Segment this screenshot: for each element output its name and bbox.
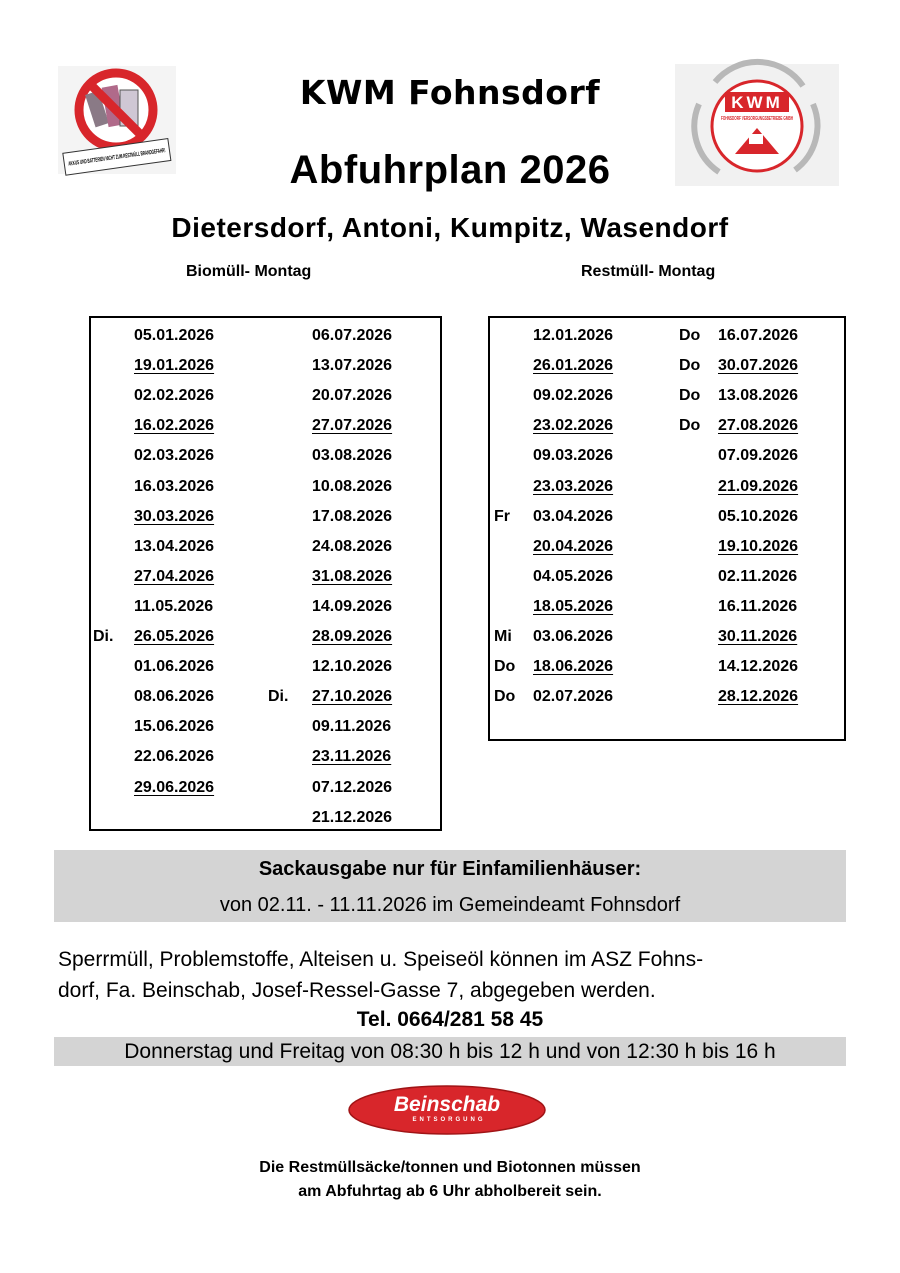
area-title: Dietersdorf, Antoni, Kumpitz, Wasendorf <box>171 212 729 243</box>
restmuell-table <box>488 316 846 741</box>
beinschab-sub: ENTSORGUNG <box>412 1117 486 1123</box>
restmuell-date: 19.10.2026 <box>718 537 799 555</box>
restmuell-date: 16.11.2026 <box>718 597 798 615</box>
biomuell-date: 07.12.2026 <box>312 778 393 796</box>
biomuell-date: 15.06.2026 <box>134 718 215 736</box>
biomuell-date: 13.07.2026 <box>312 357 393 375</box>
biomuell-date: 13.04.2026 <box>134 537 215 555</box>
weekday-prefix: Do <box>679 357 701 375</box>
sack-info-band <box>54 850 846 922</box>
beinschab-logo <box>347 1085 547 1135</box>
restmuell-date: 18.05.2026 <box>533 597 614 615</box>
biomuell-date: 24.08.2026 <box>312 537 393 555</box>
restmuell-date: 26.01.2026 <box>533 357 614 375</box>
restmuell-date: 16.07.2026 <box>718 327 799 344</box>
restmuell-date: 07.09.2026 <box>718 447 799 465</box>
weekday-prefix: Do <box>494 688 516 706</box>
restmuell-date: 03.04.2026 <box>533 507 614 525</box>
restmuell-date: 23.02.2026 <box>533 417 614 435</box>
weekday-prefix: Do <box>679 417 701 435</box>
asz-info <box>58 944 848 1006</box>
biomuell-date: 22.06.2026 <box>134 748 215 766</box>
biomuell-date: 16.03.2026 <box>134 477 215 495</box>
restmuell-date: 04.05.2026 <box>533 567 614 585</box>
footer-note <box>0 1156 900 1204</box>
biomuell-date: 16.02.2026 <box>134 417 215 435</box>
biomuell-date: 26.05.2026 <box>134 628 215 645</box>
restmuell-date: 28.12.2026 <box>718 688 799 706</box>
footer-line1: Die Restmüllsäcke/tonnen und Biotonnen müssen <box>259 1159 641 1176</box>
biomuell-date: 09.11.2026 <box>312 718 392 736</box>
restmuell-date: 23.03.2026 <box>533 477 614 495</box>
org-title: KWM Fohnsdorf <box>299 73 601 112</box>
weekday-prefix: Do <box>679 387 701 405</box>
biomuell-date: 14.09.2026 <box>312 597 393 615</box>
restmuell-date: 18.06.2026 <box>533 658 614 676</box>
restmuell-heading: Restmüll- Montag <box>581 263 716 280</box>
biomuell-date: 27.07.2026 <box>312 417 393 435</box>
weekday-prefix: Do <box>494 658 516 676</box>
biomuell-date: 12.10.2026 <box>312 658 393 676</box>
phone-number: Tel. 0664/281 58 45 <box>356 1008 544 1031</box>
restmuell-date: 12.01.2026 <box>533 327 614 344</box>
biomuell-date: 05.01.2026 <box>134 327 215 344</box>
biomuell-date: 21.12.2026 <box>312 808 393 826</box>
restmuell-date: 03.06.2026 <box>533 628 614 645</box>
asz-info-line2: dorf, Fa. Beinschab, Josef-Ressel-Gasse 7, abgegeben werden. <box>58 979 656 1002</box>
restmuell-date: 09.03.2026 <box>533 447 614 465</box>
biomuell-date: 23.11.2026 <box>312 748 392 766</box>
weekday-prefix: Mi <box>494 628 512 645</box>
weekday-prefix: Do <box>679 327 701 344</box>
biomuell-date: 19.01.2026 <box>134 357 215 375</box>
restmuell-date: 02.07.2026 <box>533 688 614 706</box>
weekday-prefix: Di. <box>268 688 289 706</box>
restmuell-date: 27.08.2026 <box>718 417 799 435</box>
restmuell-date: 09.02.2026 <box>533 387 614 405</box>
biomuell-date: 28.09.2026 <box>312 628 393 645</box>
biomuell-date: 08.06.2026 <box>134 688 215 706</box>
kwm-subtitle: FOHNSDORF VERSORGUNGSBETRIEBE GMBH <box>721 116 794 122</box>
beinschab-name: Beinschab <box>393 1093 501 1116</box>
restmuell-date: 02.11.2026 <box>718 567 798 585</box>
opening-hours: Donnerstag und Freitag von 08:30 h bis 12 h und von 12:30 h bis 16 h <box>124 1040 776 1063</box>
biomuell-heading: Biomüll- Montag <box>186 263 312 280</box>
biomuell-date: 27.04.2026 <box>134 567 215 585</box>
restmuell-date: 21.09.2026 <box>718 477 799 495</box>
plan-title: Abfuhrplan 2026 <box>289 148 611 192</box>
kwm-brand: KWM <box>731 93 783 112</box>
restmuell-date: 30.07.2026 <box>718 357 799 375</box>
biomuell-date: 17.08.2026 <box>312 507 393 525</box>
footer-line2: am Abfuhrtag ab 6 Uhr abholbereit sein. <box>298 1183 602 1200</box>
restmuell-date: 05.10.2026 <box>718 507 799 525</box>
restmuell-date: 30.11.2026 <box>718 628 798 645</box>
hours-band <box>54 1037 846 1066</box>
biomuell-date: 03.08.2026 <box>312 447 393 465</box>
biomuell-date: 01.06.2026 <box>134 658 215 676</box>
weekday-prefix: Fr <box>494 507 510 525</box>
no-batteries-caption: AKKUS UND BATTERIEN NICHT ZUM RESTMÜLL BRANDGEFAHR! <box>68 135 258 168</box>
biomuell-date: 02.02.2026 <box>134 387 215 405</box>
biomuell-date: 11.05.2026 <box>134 597 214 615</box>
biomuell-date: 10.08.2026 <box>312 477 393 495</box>
restmuell-date: 13.08.2026 <box>718 387 799 405</box>
biomuell-date: 27.10.2026 <box>312 688 393 706</box>
sack-text: von 02.11. - 11.11.2026 im Gemeindeamt Fohnsdorf <box>219 894 681 916</box>
restmuell-date: 14.12.2026 <box>718 658 799 676</box>
biomuell-date: 30.03.2026 <box>134 507 215 525</box>
restmuell-date: 20.04.2026 <box>533 537 614 555</box>
biomuell-date: 06.07.2026 <box>312 327 393 344</box>
asz-info-line1: Sperrmüll, Problemstoffe, Alteisen u. Speiseöl können im ASZ Fohns- <box>58 948 704 971</box>
weekday-prefix: Di. <box>93 628 114 645</box>
biomuell-date: 29.06.2026 <box>134 778 215 796</box>
sack-title: Sackausgabe nur für Einfamilienhäuser: <box>258 858 642 880</box>
biomuell-date: 31.08.2026 <box>312 567 393 585</box>
biomuell-date: 02.03.2026 <box>134 447 215 465</box>
biomuell-date: 20.07.2026 <box>312 387 393 405</box>
